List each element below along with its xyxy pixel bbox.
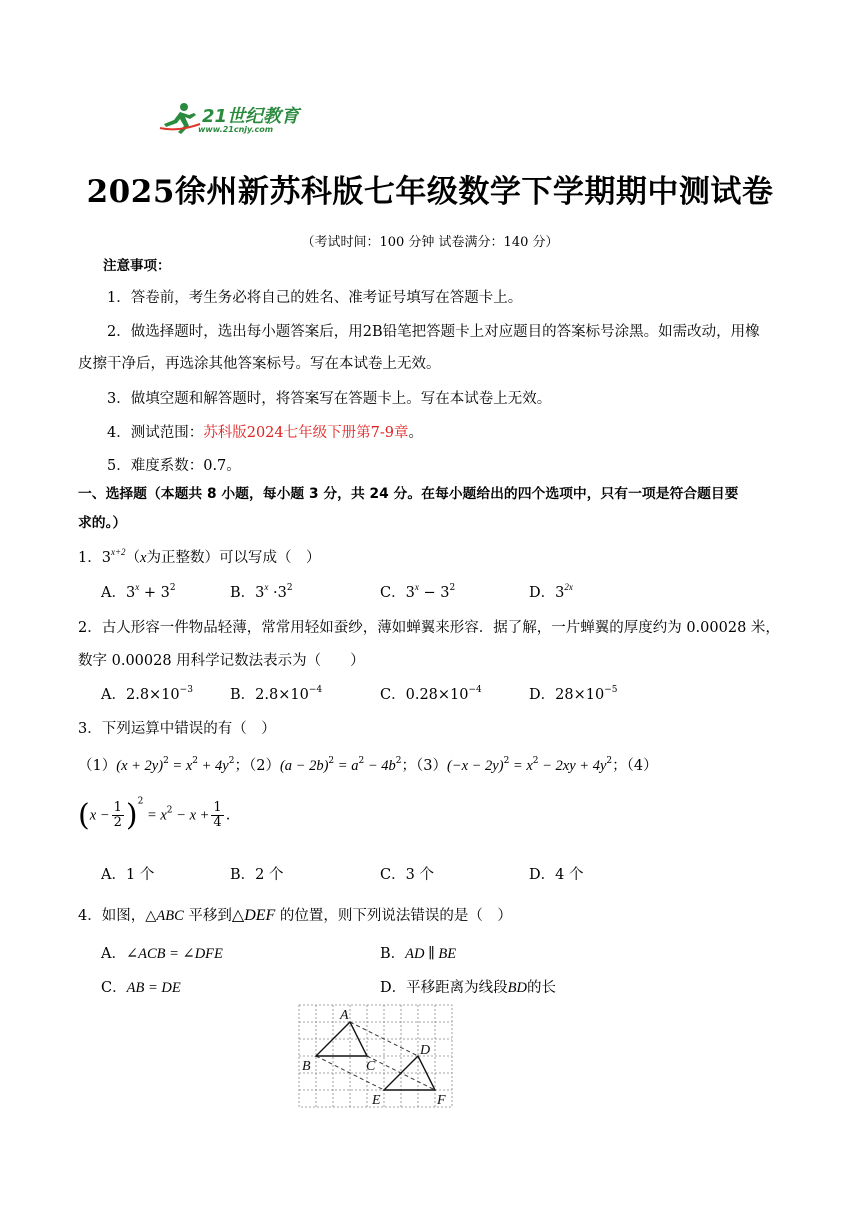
notice-item-5: 5．难度系数：0.7。 <box>107 458 241 474</box>
denominator: 4 <box>213 815 222 830</box>
denominator: 2 <box>113 815 122 830</box>
expr-label: （2） <box>248 758 280 774</box>
option-exp: x <box>414 582 419 592</box>
option-text: AB = DE <box>126 980 181 996</box>
label-a: A <box>340 1008 349 1023</box>
option-label: D． <box>529 867 556 883</box>
expr-label: （4） <box>626 758 658 774</box>
notice-item-2-line2: 皮擦干净后，再选涂其他答案标号。写在本试卷上无效。 <box>78 356 441 372</box>
expr-label: （1） <box>78 758 117 774</box>
option-label: C． <box>380 867 406 883</box>
q1-option-c[interactable] <box>380 581 455 602</box>
label-f: F <box>437 1093 446 1108</box>
label-d: D <box>420 1043 431 1058</box>
option-exp: −3 <box>179 685 193 695</box>
exp: 2 <box>358 756 365 766</box>
option-text: 的长 <box>526 980 556 996</box>
expr-label: （3） <box>415 758 447 774</box>
expr-2-rhs: − 4b <box>364 758 396 774</box>
exp: 2 <box>137 796 144 807</box>
option-text: 3 <box>555 585 565 601</box>
q2-option-c[interactable] <box>380 683 482 704</box>
option-exp: x <box>135 582 140 592</box>
exam-info: （考试时间：100 分钟 试卷满分：140 分） <box>301 235 559 250</box>
option-label: C． <box>380 585 406 601</box>
translation-figure <box>296 1003 456 1111</box>
option-label: A． <box>101 946 126 962</box>
option-exp: 2x <box>564 582 573 592</box>
q1-paren: （ <box>125 550 141 566</box>
option-text: 0.28×10 <box>405 687 469 703</box>
q1-condition: 为正整数）可以写成（ ） <box>146 550 321 566</box>
option-text: 2.8×10 <box>255 687 309 703</box>
option-text: − 3 <box>418 585 450 601</box>
q3-option-a[interactable] <box>101 863 154 884</box>
exp: 2 <box>192 756 199 766</box>
q1-base: 3 <box>101 550 111 566</box>
paren: ( <box>78 798 90 833</box>
option-text: 2.8×10 <box>125 687 180 703</box>
label-c: C <box>366 1059 376 1074</box>
label-b: B <box>302 1059 311 1074</box>
notice-heading: 注意事项： <box>103 258 171 274</box>
expr-1-rhs: + 4y <box>198 758 229 774</box>
option-text: BD <box>507 980 527 996</box>
exp: 2 <box>163 756 169 766</box>
q3-option-d[interactable] <box>529 863 583 884</box>
question-2-line1: 2．古人形容一件物品轻薄，常常用轻如蚕纱，薄如蝉翼来形容．据了解，一片蝉翼的厚度约为 0.00028 米， <box>78 620 780 636</box>
notice-item-4-suffix: 。 <box>408 425 423 441</box>
exp: 2 <box>503 756 510 766</box>
option-label: A． <box>101 687 126 703</box>
exp: 2 <box>166 805 173 816</box>
exp: 2 <box>532 756 539 766</box>
logo-runner-icon <box>158 102 202 134</box>
option-label: B． <box>230 687 256 703</box>
q4-option-b[interactable] <box>380 942 456 963</box>
option-text: 平移距离为线段 <box>406 980 508 996</box>
question-4-stem <box>78 904 512 925</box>
option-label: A． <box>101 585 126 601</box>
option-text: 3 <box>405 585 415 601</box>
expr-2-lhs: (a − 2b) <box>279 758 329 774</box>
option-label: D． <box>380 980 407 996</box>
option-label: D． <box>529 687 556 703</box>
question-3-stem: 3．下列运算中错误的有（ ） <box>78 721 276 737</box>
option-exp: 2 <box>169 583 176 593</box>
q3-option-b[interactable] <box>230 863 284 884</box>
expr-3-rhs: = x <box>509 758 533 774</box>
option-text: + 3 <box>139 585 170 601</box>
question-1-stem <box>78 546 320 567</box>
q1-option-d[interactable] <box>529 581 573 602</box>
exp: 2 <box>395 756 402 766</box>
exp: 2 <box>328 756 335 766</box>
q1-option-b[interactable] <box>230 581 293 602</box>
expr-2-rhs: = a <box>334 758 359 774</box>
q4-mid: 平移到 <box>183 908 232 924</box>
option-exp: −4 <box>468 685 482 695</box>
option-text: ·3 <box>268 585 287 601</box>
notice-item-4-prefix: 4．测试范围： <box>107 425 204 441</box>
option-label: A． <box>101 867 126 883</box>
section-heading-line1: 一、选择题（本题共 8 小题，每小题 3 分，共 24 分。在每小题给出的四个选项中，只有一项是符合题目要 <box>78 486 739 502</box>
expr-4-rhs: − x + <box>172 807 210 824</box>
option-label: C． <box>101 980 127 996</box>
option-text: 3 <box>255 585 265 601</box>
notice-item-2-line1: 2．做选择题时，选出每小题答案后，用2B铅笔把答题卡上对应题目的答案标号涂黑。如需改动，用橡 <box>107 324 760 340</box>
question-2-line2: 数字 0.00028 用科学记数法表示为（ ） <box>78 653 365 669</box>
option-exp: −5 <box>604 685 618 695</box>
exp: 2 <box>606 756 613 766</box>
option-label: C． <box>380 687 406 703</box>
q4-suffix: 的位置，则下列说法错误的是（ ） <box>275 908 512 924</box>
option-exp: −4 <box>308 685 323 695</box>
option-exp: x <box>264 582 269 592</box>
logo-text: 21世纪教育 <box>202 106 300 127</box>
label-e: E <box>372 1093 381 1108</box>
logo <box>158 104 303 134</box>
q3-option-c[interactable] <box>380 863 434 884</box>
option-text: 4 个 <box>555 867 584 883</box>
q1-exponent: x+2 <box>110 547 126 557</box>
separator: ； <box>401 758 416 774</box>
option-label: B． <box>230 867 256 883</box>
q4-option-c[interactable] <box>101 976 181 997</box>
q4-option-a[interactable] <box>101 942 223 963</box>
option-label: B． <box>380 946 406 962</box>
separator: ； <box>234 758 249 774</box>
option-text: ∠ACB = ∠DFE <box>125 946 223 962</box>
option-text: 3 <box>125 585 136 601</box>
q2-option-d[interactable] <box>529 683 617 704</box>
notice-item-3: 3．做填空题和解答题时，将答案写在答题卡上。写在本试卷上无效。 <box>107 391 552 407</box>
q4-triangle-2: △DEF <box>231 907 276 924</box>
numerator: 1 <box>113 800 122 815</box>
option-label: D． <box>529 585 556 601</box>
section-heading-line2: 求的。） <box>78 515 127 531</box>
option-exp: 2 <box>449 583 456 593</box>
notice-item-1: 1．答卷前，考生务必将自己的姓名、准考证号填写在答题卡上。 <box>107 290 523 306</box>
numerator: 1 <box>213 800 222 815</box>
option-label: B． <box>230 585 256 601</box>
option-text: 2 个 <box>255 867 284 883</box>
option-text: AD ∥ BE <box>405 946 457 962</box>
option-exp: 2 <box>286 583 293 593</box>
fraction <box>211 801 223 830</box>
expr-1-lhs: (x + 2y) <box>116 758 164 774</box>
page-title: 2025徐州新苏科版七年级数学下学期期中测试卷 <box>86 174 774 210</box>
logo-url: www.21cnjy.com <box>198 125 274 134</box>
q1-option-a[interactable] <box>101 581 176 602</box>
q4-prefix: 4．如图， <box>78 908 146 924</box>
option-text: 3 个 <box>405 867 434 883</box>
exp: 2 <box>228 756 235 766</box>
question-3-expr-4 <box>78 798 230 833</box>
option-text: 1 个 <box>125 867 155 883</box>
q1-number: 1． <box>78 550 102 566</box>
question-3-expressions <box>78 754 658 775</box>
q4-option-d[interactable] <box>380 976 556 997</box>
test-range: 苏科版2024七年级下册第7-9章 <box>203 425 409 441</box>
period: . <box>225 807 231 824</box>
option-text: 28×10 <box>555 687 605 703</box>
expr-1-rhs: = x <box>168 758 193 774</box>
notice-item-4 <box>107 421 423 442</box>
fraction <box>112 801 124 830</box>
q2-option-b[interactable] <box>230 683 322 704</box>
expr-3-rhs: − 2xy + 4y <box>538 758 607 774</box>
expr-4-rhs: = x <box>143 807 167 824</box>
paren: ) <box>125 798 138 833</box>
q2-option-a[interactable] <box>101 683 193 704</box>
q4-triangle-1: △ABC <box>145 908 184 924</box>
q1-var: x <box>140 550 147 566</box>
expr-4-lhs: x − <box>89 807 110 824</box>
expr-3-lhs: (−x − 2y) <box>446 758 504 774</box>
separator: ； <box>612 758 627 774</box>
